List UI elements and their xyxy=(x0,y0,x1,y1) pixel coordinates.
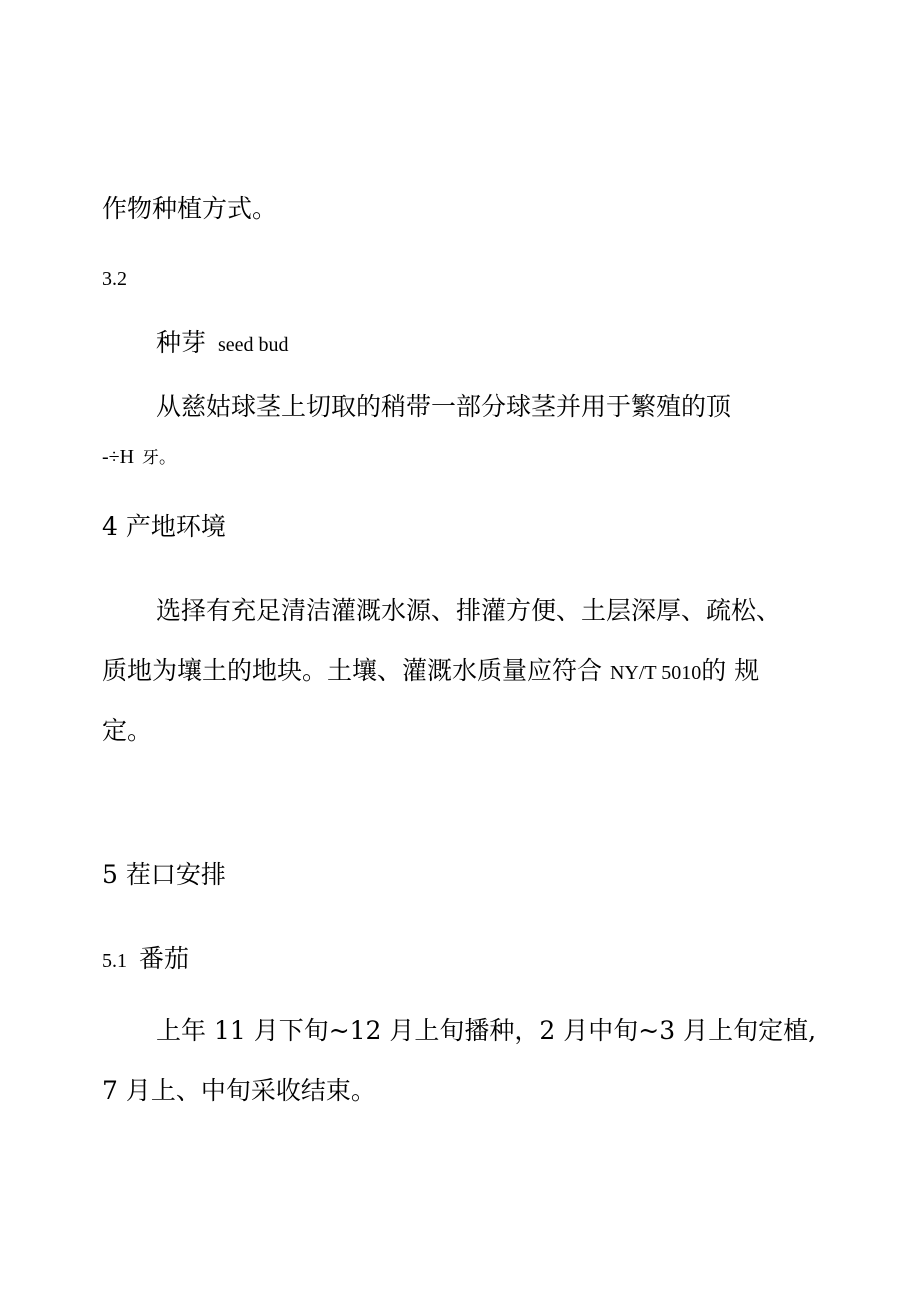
section-number-5-1: 5.1 xyxy=(102,950,127,972)
paragraph-4-text-3: 规 xyxy=(734,656,760,685)
section-heading-4: 4 产地环境 xyxy=(102,512,226,541)
paragraph-5-1-line-1: 上年 11 月下旬~12 月上旬播种，2 月中旬~3 月上旬定植, xyxy=(156,1016,817,1045)
paragraph-4-text: 质地为壤土的地块。土壤、灌溉水质量应符合 xyxy=(102,656,603,685)
garbled-text: -÷H xyxy=(102,446,135,468)
paragraph-4-line-3: 定。 xyxy=(102,716,153,745)
paragraph-fragment: 作物种植方式。 xyxy=(102,194,278,223)
paragraph-4-line-2 xyxy=(102,656,759,688)
paragraph-4-line-1: 选择有充足清洁灌溉水源、排灌方便、土层深厚、疏松、 xyxy=(156,596,782,625)
definition-line-1: 从慈姑球茎上切取的稍带一部分球茎并用于繁殖的顶 xyxy=(156,392,732,421)
paragraph-5-1-line-2: 7 月上、中旬采收结束。 xyxy=(102,1076,376,1105)
standard-code: NY/T 5010 xyxy=(609,662,702,684)
section-heading-5-1 xyxy=(102,944,189,976)
paragraph-4-text-2: 的 xyxy=(701,656,727,685)
term-chinese: 种芽 xyxy=(156,328,207,357)
term-entry xyxy=(156,328,289,360)
section-number-3-2: 3.2 xyxy=(102,268,127,290)
definition-end: 牙。 xyxy=(142,448,177,468)
definition-line-2 xyxy=(102,440,176,473)
term-english: seed bud xyxy=(218,334,289,356)
section-title-5-1: 番茄 xyxy=(139,944,190,973)
section-heading-5: 5 茬口安排 xyxy=(102,860,226,889)
